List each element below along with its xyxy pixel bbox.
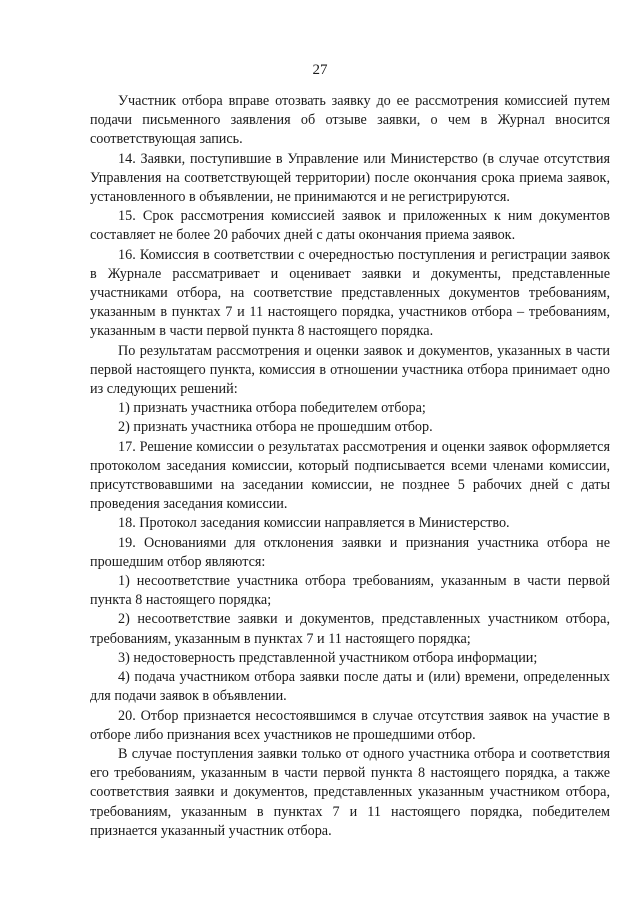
paragraph-16-item-1: 1) признать участника отбора победителем отбора; [118, 400, 426, 417]
paragraph-15: 15. Срок рассмотрения комиссией заявок и приложенных к ним документов составляет не более 20 рабочих дней с даты окончания приема заявок. [90, 208, 610, 244]
paragraph-16-item-2: 2) признать участника отбора не прошедшим отбор. [118, 419, 433, 436]
paragraph-19-item-1: 1) несоответствие участника отбора требованиям, указанным в части первой пункта 8 настоящего порядка; [90, 573, 610, 609]
paragraph-16-results: По результатам рассмотрения и оценки заявок и документов, указанных в части первой настоящего пункта, комиссия в отношении участника отбора принимает одно из следующих решений: [90, 342, 610, 398]
paragraph-20: 20. Отбор признается несостоявшимся в случае отсутствия заявок на участие в отборе либо признания всех участников не прошедшими отбор. [90, 707, 610, 743]
paragraph-16: 16. Комиссия в соответствии с очередностью поступления и регистрации заявок в Журнале рассматривает и оценивает заявки и документы, представленные участниками отбора, на соответствие представленных документов требованиям, указанным в пунктах 7 и 11 настоящего порядка, участников отбора – требованиям, указанным в части первой пункта 8 настоящего порядка. [90, 246, 610, 340]
paragraph-14: 14. Заявки, поступившие в Управление или Министерство (в случае отсутствия Управления на соответствующей территории) после окончания срока приема заявок, установленного в объявлении, не принимаются и не регистрируются. [90, 150, 610, 206]
paragraph-17: 17. Решение комиссии о результатах рассмотрения и оценки заявок оформляется протоколом заседания комиссии, который подписывается всеми членами комиссии, присутствовавшими на заседании комиссии, не позднее 5 рабочих дней с даты проведения заседания комиссии. [90, 438, 610, 513]
paragraph-19-item-2: 2) несоответствие заявки и документов, представленных участником отбора, требованиям, указанным в пунктах 7 и 11 настоящего порядка; [90, 611, 610, 647]
paragraph-20-single-participant: В случае поступления заявки только от одного участника отбора и соответствия его требованиям, указанным в части первой пункта 8 настоящего порядка, а также соответствия заявки и документов, представленных указанным участником отбора, требованиям, указанным в пунктах 7 и 11 настоящего порядка, победителем признается указанный участник отбора. [90, 745, 610, 839]
paragraph-19-item-4: 4) подача участником отбора заявки после даты и (или) времени, определенных для подачи заявок в объявлении. [90, 669, 610, 705]
paragraph-19: 19. Основаниями для отклонения заявки и признания участника отбора не прошедшим отбор являются: [90, 534, 610, 570]
paragraph-withdrawal: Участник отбора вправе отозвать заявку до ее рассмотрения комиссией путем подачи письменного заявления об отзыве заявки, о чем в Журнал вносится соответствующая запись. [90, 93, 610, 148]
paragraph-19-item-3: 3) недостоверность представленной участником отбора информации; [118, 649, 538, 666]
page-number: 27 [312, 62, 328, 78]
paragraph-18: 18. Протокол заседания комиссии направляется в Министерство. [118, 515, 510, 532]
document-body [90, 92, 610, 841]
